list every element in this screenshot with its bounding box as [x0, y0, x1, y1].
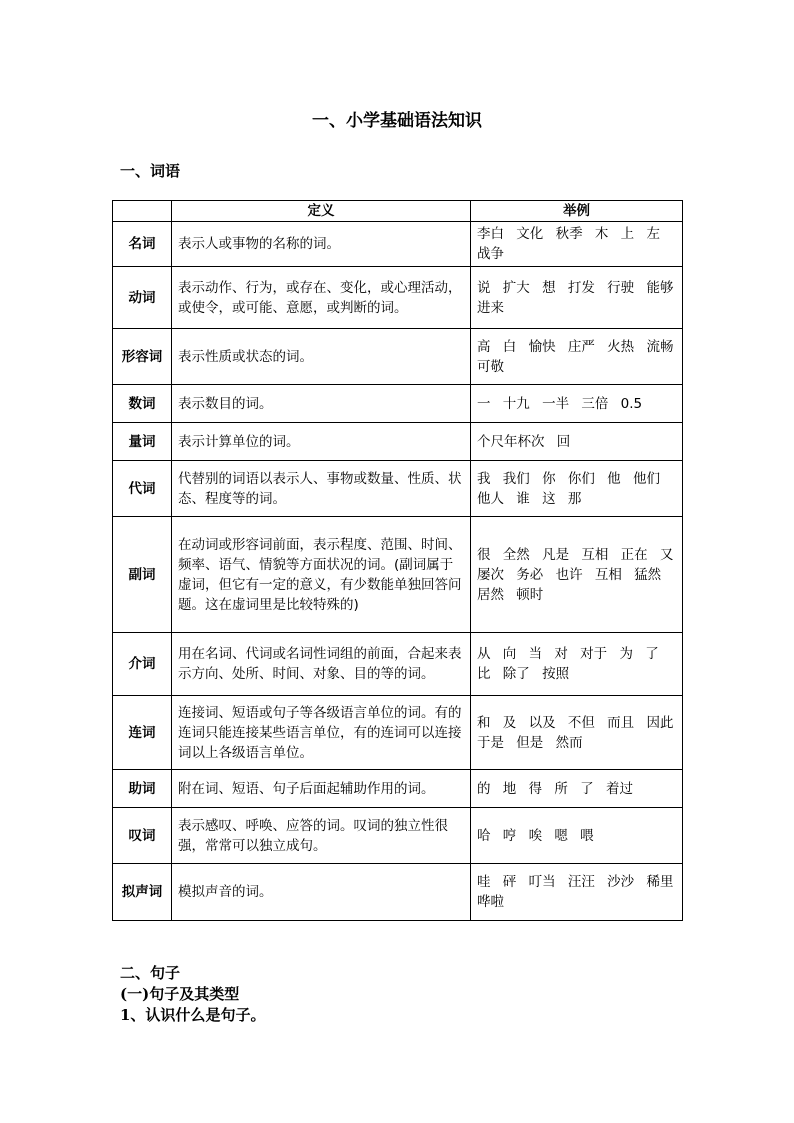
example-cell: 从 向 当 对 对于 为 了 比 除了 按照 — [471, 633, 683, 696]
table-row — [113, 633, 683, 696]
definition-cell: 用在名词、代词或名词性词组的前面，合起来表示方向、处所、时间、对象、目的等的词。 — [172, 633, 471, 696]
subsection-heading: (一)句子及其类型 — [120, 985, 240, 1003]
example-cell: 李白 文化 秋季 木 上 左 战争 — [471, 222, 683, 267]
section-heading-words: 一、词语 — [120, 162, 181, 180]
table-row — [113, 770, 683, 808]
example-cell: 说 扩大 想 打发 行驶 能够 进来 — [471, 267, 683, 329]
category-cell: 代词 — [113, 461, 172, 517]
category-cell: 名词 — [113, 222, 172, 267]
header-definition: 定义 — [172, 201, 471, 222]
document-title: 一、小学基础语法知识 — [312, 111, 482, 131]
definition-cell: 表示人或事物的名称的词。 — [172, 222, 471, 267]
header-example: 举例 — [471, 201, 683, 222]
category-cell: 拟声词 — [113, 864, 172, 921]
parts-of-speech-table — [112, 200, 683, 921]
header-blank — [113, 201, 172, 222]
category-cell: 数词 — [113, 385, 172, 423]
definition-cell: 连接词、短语或句子等各级语言单位的词。有的连词只能连接某些语言单位，有的连词可以连接词以上各级语言单位。 — [172, 696, 471, 770]
example-cell: 很 全然 凡是 互相 正在 又 屡次 务必 也许 互相 猛然 居然 顿时 — [471, 517, 683, 633]
table-row — [113, 461, 683, 517]
definition-cell: 表示动作、行为，或存在、变化，或心理活动，或使令，或可能、意愿，或判断的词。 — [172, 267, 471, 329]
category-cell: 助词 — [113, 770, 172, 808]
example-cell: 和 及 以及 不但 而且 因此 于是 但是 然而 — [471, 696, 683, 770]
table-row — [113, 329, 683, 385]
table-row — [113, 267, 683, 329]
table-row — [113, 808, 683, 864]
table-row — [113, 423, 683, 461]
definition-cell: 附在词、短语、句子后面起辅助作用的词。 — [172, 770, 471, 808]
example-cell: 的 地 得 所 了 着过 — [471, 770, 683, 808]
definition-cell: 表示数目的词。 — [172, 385, 471, 423]
example-cell: 哈 哼 唉 嗯 喂 — [471, 808, 683, 864]
table-row — [113, 517, 683, 633]
table-header-row — [113, 201, 683, 222]
definition-cell: 表示计算单位的词。 — [172, 423, 471, 461]
example-cell: 我 我们 你 你们 他 他们 他人 谁 这 那 — [471, 461, 683, 517]
category-cell: 量词 — [113, 423, 172, 461]
table-row — [113, 385, 683, 423]
definition-cell: 模拟声音的词。 — [172, 864, 471, 921]
category-cell: 动词 — [113, 267, 172, 329]
definition-cell: 代替别的词语以表示人、事物或数量、性质、状态、程度等的词。 — [172, 461, 471, 517]
category-cell: 连词 — [113, 696, 172, 770]
table-row — [113, 864, 683, 921]
table-row — [113, 222, 683, 267]
example-cell: 一 十九 一半 三倍 0.5 — [471, 385, 683, 423]
definition-cell: 表示感叹、呼唤、应答的词。叹词的独立性很强，常常可以独立成句。 — [172, 808, 471, 864]
category-cell: 叹词 — [113, 808, 172, 864]
table-row — [113, 696, 683, 770]
example-cell: 哇 砰 叮当 汪汪 沙沙 稀里哗啦 — [471, 864, 683, 921]
section-heading-sentences: 二、句子 — [120, 964, 181, 982]
category-cell: 副词 — [113, 517, 172, 633]
example-cell: 个尺年杯次 回 — [471, 423, 683, 461]
example-cell: 高 白 愉快 庄严 火热 流畅 可敬 — [471, 329, 683, 385]
category-cell: 介词 — [113, 633, 172, 696]
subsection-item: 1、认识什么是句子。 — [120, 1006, 266, 1024]
definition-cell: 表示性质或状态的词。 — [172, 329, 471, 385]
category-cell: 形容词 — [113, 329, 172, 385]
definition-cell: 在动词或形容词前面，表示程度、范围、时间、频率、语气、情貌等方面状况的词。(副词属于虚词，但它有一定的意义，有少数能单独回答问题。这在虚词里是比较特殊的) — [172, 517, 471, 633]
